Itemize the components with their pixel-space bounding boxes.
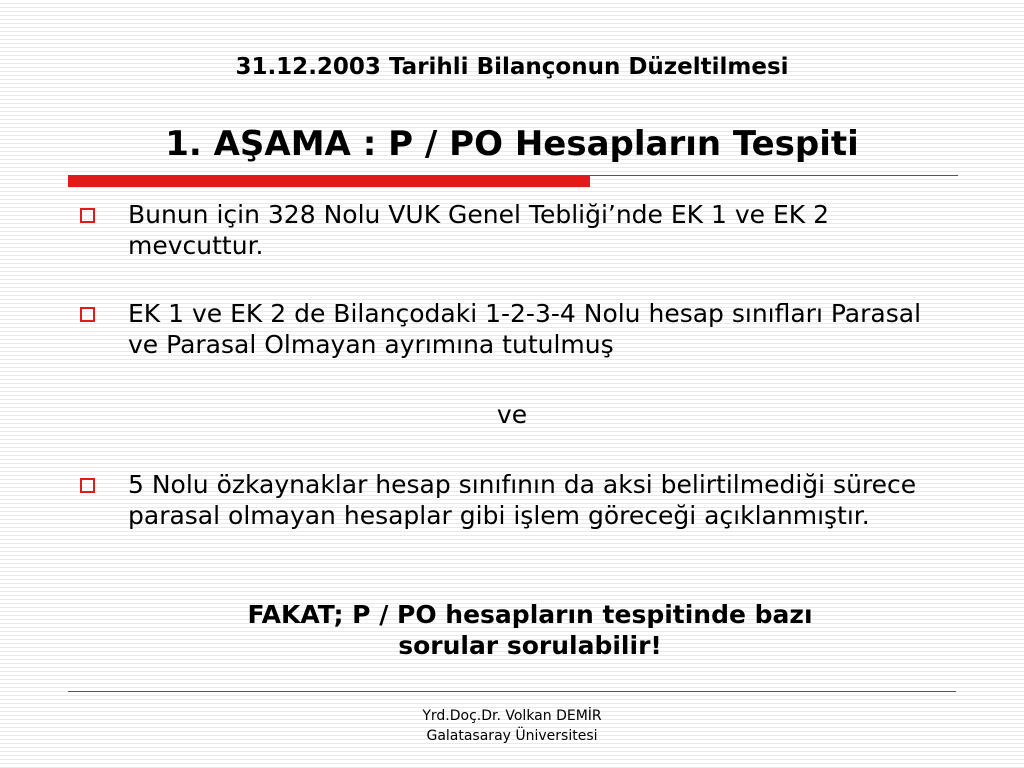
title-underline-thin	[590, 175, 958, 176]
emphasis-text: FAKAT; P / PO hesapların tespitinde bazı sorular sorulabilir!	[247, 600, 813, 660]
bullet-text: EK 1 ve EK 2 de Bilançodaki 1-2-3-4 Nolu hesap sınıfları Parasal ve Parasal Olmayan ayrımına tutulmuş	[128, 299, 922, 359]
hollow-square-bullet-icon	[80, 478, 95, 493]
footer	[0, 706, 1024, 746]
footer-divider	[68, 691, 956, 692]
hollow-square-bullet-icon	[80, 307, 95, 322]
connector-text: ve	[496, 400, 528, 429]
hollow-square-bullet-icon	[80, 208, 95, 223]
slide-subtitle: 31.12.2003 Tarihli Bilançonun Düzeltilmesi	[235, 54, 789, 80]
bullet-text: 5 Nolu özkaynaklar hesap sınıfının da aksi belirtilmediği sürece parasal olmayan hesaplar gibi işlem göreceği açıklanmıştır.	[128, 470, 917, 530]
bullet-text: Bunun için 328 Nolu VUK Genel Tebliği’nde EK 1 ve EK 2 mevcuttur.	[128, 200, 830, 260]
title-underline-bar	[68, 175, 590, 187]
footer-author: Yrd.Doç.Dr. Volkan DEMİR	[422, 708, 602, 724]
footer-institution: Galatasaray Üniversitesi	[426, 728, 598, 744]
slide-title: 1. AŞAMA : P / PO Hesapların Tespiti	[165, 124, 859, 164]
